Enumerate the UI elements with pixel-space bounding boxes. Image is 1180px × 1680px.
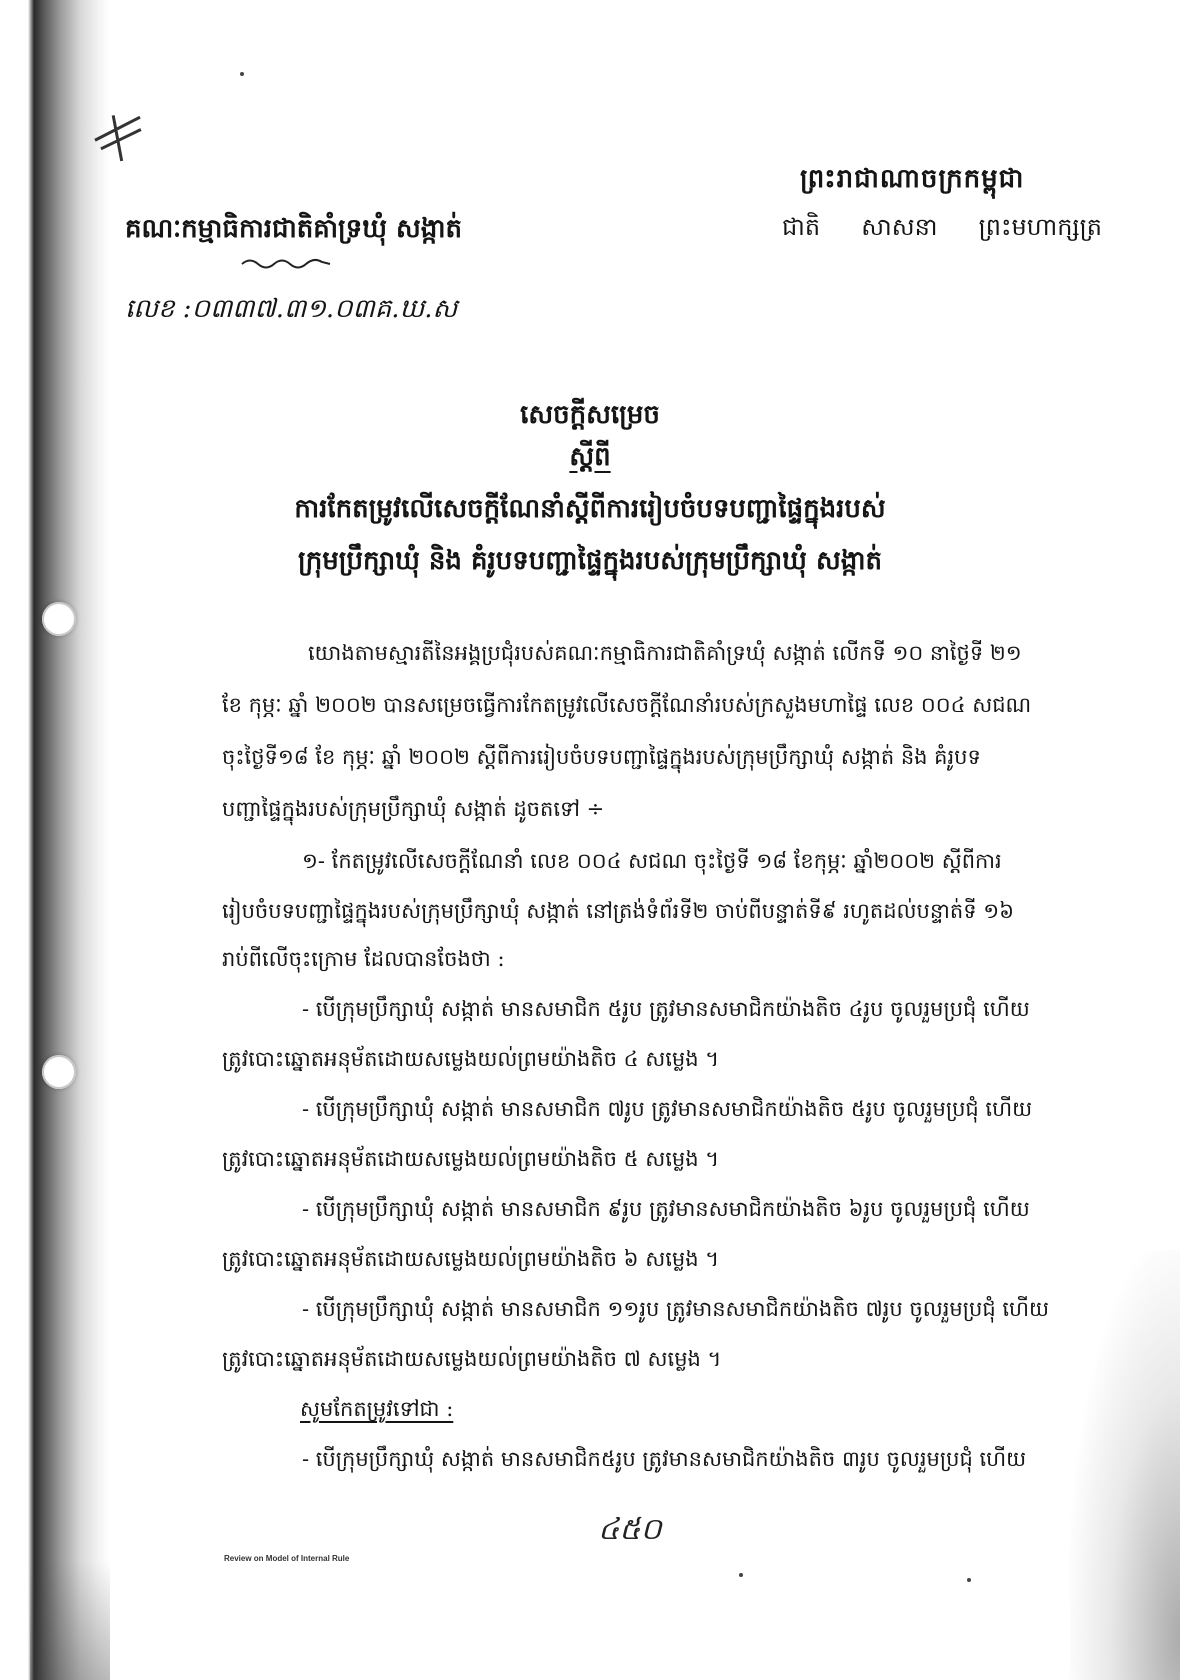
handwritten-scribble	[240, 255, 332, 269]
body-line: - បើក្រុមប្រឹក្សាឃុំ សង្កាត់ មានសមាជិក ១១រូប ត្រូវមានសមាជិកយ៉ាងតិច ៧រូប ចូលរួមប្រជុំ ហើយ	[302, 1297, 1049, 1321]
reference-number: លេខ :០៣៣៧.៣១.០៣គ.ឃ.ស	[125, 294, 458, 324]
document-title: សេចក្តីសម្រេច	[520, 400, 660, 430]
footer-note: Review on Model of Internal Rule	[224, 1554, 350, 1563]
body-line: ត្រូវបោះឆ្នោតអនុម័តដោយសម្លេងយល់ព្រមយ៉ាងតិច ៥ សម្លេង ។	[222, 1147, 720, 1171]
scan-speck	[967, 1578, 971, 1582]
scan-shadow-edge	[0, 0, 110, 1680]
scan-noise-corner	[1070, 1250, 1180, 1680]
motto-religion: សាសនា	[861, 213, 938, 241]
body-line: ត្រូវបោះឆ្នោតអនុម័តដោយសម្លេងយល់ព្រមយ៉ាងតិច ៤ សម្លេង ។	[222, 1047, 720, 1071]
national-motto	[782, 212, 1102, 247]
title-subject-word: ស្តីពី	[569, 442, 611, 472]
scan-speck	[739, 1573, 743, 1577]
body-line: - បើក្រុមប្រឹក្សាឃុំ សង្កាត់ មានសមាជិក ៧រូប ត្រូវមានសមាជិកយ៉ាងតិច ៥រូប ចូលរួមប្រជុំ ហើយ	[302, 1097, 1033, 1121]
body-line: រៀបចំបទបញ្ជាផ្ទៃក្នុងរបស់ក្រុមប្រឹក្សាឃុំ សង្កាត់ នៅត្រង់ទំព័រទី២ ចាប់ពីបន្ទាត់ទី៩ រហូតដល់បន្ទាត់ទី ១៦	[222, 899, 1014, 923]
body-line: ត្រូវបោះឆ្នោតអនុម័តដោយសម្លេងយល់ព្រមយ៉ាងតិច ៦ សម្លេង ។	[222, 1247, 720, 1271]
body-line: - បើក្រុមប្រឹក្សាឃុំ សង្កាត់ មានសមាជិក ៥រូប ត្រូវមានសមាជិកយ៉ាងតិច ៤រូប ចូលរួមប្រជុំ ហើយ	[302, 997, 1030, 1021]
page-number: ៤៥០	[598, 1512, 662, 1547]
motto-nation: ជាតិ	[782, 213, 821, 241]
body-line: - បើក្រុមប្រឹក្សាឃុំ សង្កាត់ មានសមាជិក៥រូប ត្រូវមានសមាជិកយ៉ាងតិច ៣រូប ចូលរួមប្រជុំ ហើយ	[302, 1447, 1027, 1471]
issuing-committee: គណៈកម្មាធិការជាតិគាំទ្រឃុំ សង្កាត់	[125, 214, 463, 244]
body-line: - បើក្រុមប្រឹក្សាឃុំ សង្កាត់ មានសមាជិក ៩រូប ត្រូវមានសមាជិកយ៉ាងតិច ៦រូប ចូលរួមប្រជុំ ហើយ	[302, 1197, 1030, 1221]
punch-hole	[42, 1055, 76, 1089]
scan-shadow-bottom	[30, 1560, 110, 1680]
punch-hole	[42, 602, 76, 636]
body-line: រាប់ពីលើចុះក្រោម ដែលបានចែងថា :	[222, 947, 505, 971]
scan-speck	[240, 72, 244, 76]
body-line: ខែ កុម្ភៈ ឆ្នាំ ២០០២ បានសម្រេចធ្វើការកែតម្រូវលើសេចក្តីណែនាំរបស់ក្រសួងមហាផ្ទៃ លេខ ០០៤ សជណ	[222, 693, 1032, 717]
kingdom-heading: ព្រះរាជាណាចក្រកម្ពុជា	[800, 164, 1025, 194]
title-subject-line-2: ក្រុមប្រឹក្សាឃុំ និង គំរូបទបញ្ជាផ្ទៃក្នុងរបស់ក្រុមប្រឹក្សាឃុំ សង្កាត់	[298, 546, 882, 576]
title-subject-line-1: ការកែតម្រូវលើសេចក្តីណែនាំស្តីពីការរៀបចំបទបញ្ជាផ្ទៃក្នុងរបស់	[294, 494, 886, 524]
body-line: ១- កែតម្រូវលើសេចក្តីណែនាំ លេខ ០០៤ សជណ ចុះថ្ងៃទី ១៨ ខែកុម្ភៈ ឆ្នាំ២០០២ ស្តីពីការ	[302, 849, 1002, 873]
body-line: យោងតាមស្មារតីនៃអង្គប្រជុំរបស់គណៈកម្មាធិការជាតិគាំទ្រឃុំ សង្កាត់ លើកទី ១០ នាថ្ងៃទី ២១	[308, 641, 1022, 665]
amendment-heading: សូមកែតម្រូវទៅជា :	[300, 1397, 454, 1421]
body-line: បញ្ជាផ្ទៃក្នុងរបស់ក្រុមប្រឹក្សាឃុំ សង្កាត់ ដូចតទៅ ÷	[222, 797, 605, 821]
body-line: ចុះថ្ងៃទី១៨ ខែ កុម្ភៈ ឆ្នាំ ២០០២ ស្តីពីការរៀបចំបទបញ្ជាផ្ទៃក្នុងរបស់ក្រុមប្រឹក្សាឃុំ សង្កាត់ និង គំរូបទ	[222, 745, 981, 769]
body-line: ត្រូវបោះឆ្នោតអនុម័តដោយសម្លេងយល់ព្រមយ៉ាងតិច ៧ សម្លេង ។	[222, 1347, 722, 1371]
motto-king: ព្រះមហាក្សត្រ	[978, 213, 1102, 241]
